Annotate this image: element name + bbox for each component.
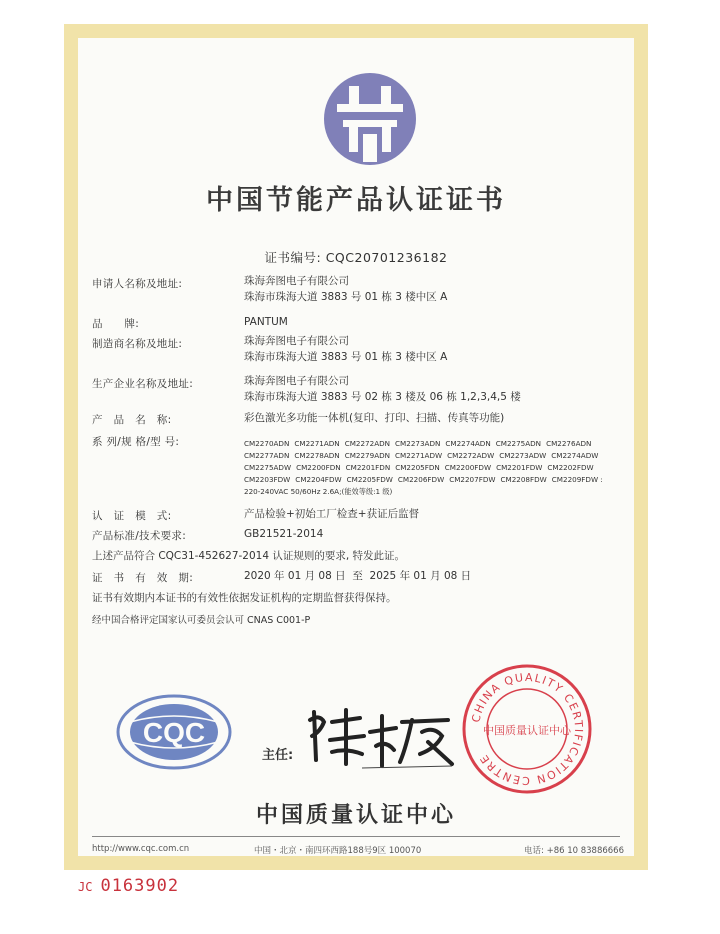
model-item: CM2205FDN: [395, 463, 440, 472]
series-label: 系 列/规 格/型 号:: [92, 436, 180, 448]
applicant-address: 珠海市珠海大道 3883 号 01 栋 3 楼中区 A: [244, 291, 448, 303]
model-item: CM2204FDW: [295, 475, 342, 484]
factory-name: 珠海奔图电子有限公司: [244, 375, 349, 387]
model-item: CM2200FDN: [296, 463, 341, 472]
cert-mode-label: 认 证 模 式:: [92, 510, 172, 522]
footer-website: http://www.cqc.com.cn: [92, 844, 190, 854]
model-item: CM2272ADN: [344, 439, 391, 448]
validity-period: 2020 年 01 月 08 日 至 2025 年 01 月 08 日: [244, 570, 472, 582]
cqc-logo: [114, 692, 234, 772]
accreditation-note: 经中国合格评定国家认可委员会认可 CNAS C001-P: [92, 615, 311, 626]
applicant-label: 申请人名称及地址:: [92, 278, 183, 290]
director-signature: [302, 702, 462, 772]
factory-address: 珠海市珠海大道 3883 号 02 栋 3 楼及 06 栋 1,2,3,4,5 楼: [244, 391, 521, 403]
model-item: CM2277ADN: [244, 451, 290, 460]
validity-note: 证书有效期内本证书的有效性依据发证机构的定期监督获得保持。: [92, 592, 397, 604]
factory-label: 生产企业名称及地址:: [92, 378, 194, 390]
footer-divider: [92, 836, 620, 837]
cqc-top-emblem: [315, 64, 425, 174]
model-item: CM2271ADW: [395, 451, 443, 460]
manufacturer-label: 制造商名称及地址:: [92, 338, 183, 350]
model-item: CM2207FDW: [449, 475, 496, 484]
model-item: CM2278ADN: [294, 451, 340, 460]
certificate-paper: [78, 38, 634, 856]
applicant-name: 珠海奔图电子有限公司: [244, 275, 349, 287]
conformity-statement: 上述产品符合 CQC31-452627-2014 认证规则的要求, 特发此证。: [92, 550, 406, 562]
model-list: [244, 438, 624, 498]
model-item: CM2270ADN: [244, 439, 290, 448]
model-item: CM2202FDW: [547, 463, 594, 472]
validity-end: 2025 年 01 月 08 日: [369, 570, 472, 582]
model-item: CM2209FDW :: [551, 475, 603, 484]
model-item: CM2200FDW: [444, 463, 492, 472]
footer-address: 中国・北京・南四环西路188号9区 100070: [254, 846, 422, 856]
brand-label: 品 牌:: [92, 318, 140, 330]
standard-label: 产品标准/技术要求:: [92, 530, 187, 542]
model-item: CM2273ADN: [395, 439, 441, 448]
model-rating: 220-240VAC 50/60Hz 2.6A;(能效等级:1 级): [244, 487, 393, 496]
model-item: CM2273ADW: [499, 451, 547, 460]
model-item: CM2271ADN: [294, 439, 340, 448]
brand-value: PANTUM: [244, 316, 288, 328]
manufacturer-address: 珠海市珠海大道 3883 号 01 栋 3 楼中区 A: [244, 351, 448, 363]
model-item: CM2275ADN: [495, 439, 542, 448]
model-item: CM2203FDW: [244, 475, 291, 484]
validity-label: 证 书 有 效 期:: [92, 572, 194, 584]
validity-start: 2020 年 01 月 08 日: [244, 570, 346, 582]
model-item: CM2274ADW: [551, 451, 599, 460]
model-item: CM2279ADN: [344, 451, 391, 460]
manufacturer-name: 珠海奔图电子有限公司: [244, 335, 349, 347]
certificate-frame: [64, 24, 648, 870]
seal-ring-text: CHINA QUALITY CERTIFICATION CENTRE: [469, 670, 586, 788]
certificate-number: 证书编号: CQC20701236182: [264, 250, 448, 265]
certification-seal: [460, 662, 594, 796]
model-item: CM2201FDN: [345, 463, 391, 472]
cert-mode-value: 产品检验+初始工厂检查+获证后监督: [244, 508, 420, 520]
issuer-name: 中国质量认证中心: [255, 803, 456, 828]
model-item: CM2208FDW: [500, 475, 547, 484]
certificate-title: 中国节能产品认证证书: [206, 185, 506, 216]
cqc-logo-text: CQC: [142, 717, 206, 748]
model-item: CM2201FDW: [496, 463, 543, 472]
model-item: CM2274ADN: [445, 439, 491, 448]
product-name: 彩色激光多功能一体机(复印、打印、扫描、传真等功能): [244, 412, 505, 424]
standard-value: GB21521-2014: [244, 528, 324, 540]
signer-label: 主任:: [262, 748, 294, 763]
serial-number: JC 0163902: [78, 876, 180, 896]
model-item: CM2206FDW: [397, 475, 445, 484]
model-item: CM2275ADW: [244, 463, 292, 472]
seal-inner-text: 中国质量认证中心: [483, 724, 571, 737]
model-item: CM2272ADW: [447, 451, 495, 460]
model-item: CM2205FDW: [346, 475, 393, 484]
model-item: CM2276ADN: [546, 439, 592, 448]
product-label: 产 品 名 称:: [92, 414, 172, 426]
footer-phone: 电话: +86 10 83886666: [524, 846, 624, 856]
